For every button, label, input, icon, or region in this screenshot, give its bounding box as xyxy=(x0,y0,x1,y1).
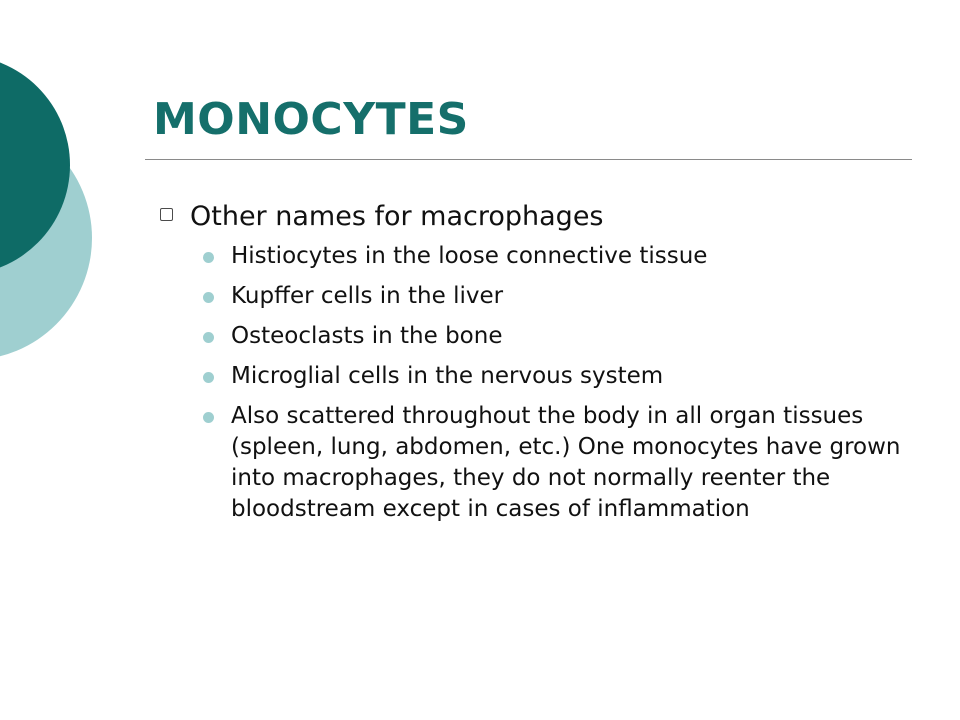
list-item xyxy=(160,281,901,312)
main-bullet-text: Other names for macrophages xyxy=(190,201,604,232)
main-bullet-point xyxy=(160,197,920,237)
list-item xyxy=(160,321,901,352)
list-item xyxy=(160,361,901,392)
teal-dot-icon xyxy=(203,412,214,423)
teal-dot-icon xyxy=(203,372,214,383)
list-item-text: Microglial cells in the nervous system xyxy=(231,363,664,389)
title-divider xyxy=(145,159,912,160)
hollow-square-icon xyxy=(160,208,173,221)
sub-bullet-list xyxy=(160,241,920,525)
teal-dot-icon xyxy=(203,252,214,263)
list-item xyxy=(160,401,901,525)
slide-content xyxy=(160,197,920,534)
list-item-text: Kupffer cells in the liver xyxy=(231,283,504,309)
slide-title: MONOCYTES xyxy=(153,94,469,145)
list-item-text: Osteoclasts in the bone xyxy=(231,323,503,349)
teal-dot-icon xyxy=(203,292,214,303)
decorative-circles xyxy=(0,0,140,420)
teal-dot-icon xyxy=(203,332,214,343)
list-item-text: Also scattered throughout the body in all organ tissues (spleen, lung, abdomen, etc.) One monocytes have grown into macrophages, they do not normally reenter the bloodstream except in cases of inflammation xyxy=(231,403,901,522)
list-item-text: Histiocytes in the loose connective tissue xyxy=(231,243,708,269)
list-item xyxy=(160,241,901,272)
